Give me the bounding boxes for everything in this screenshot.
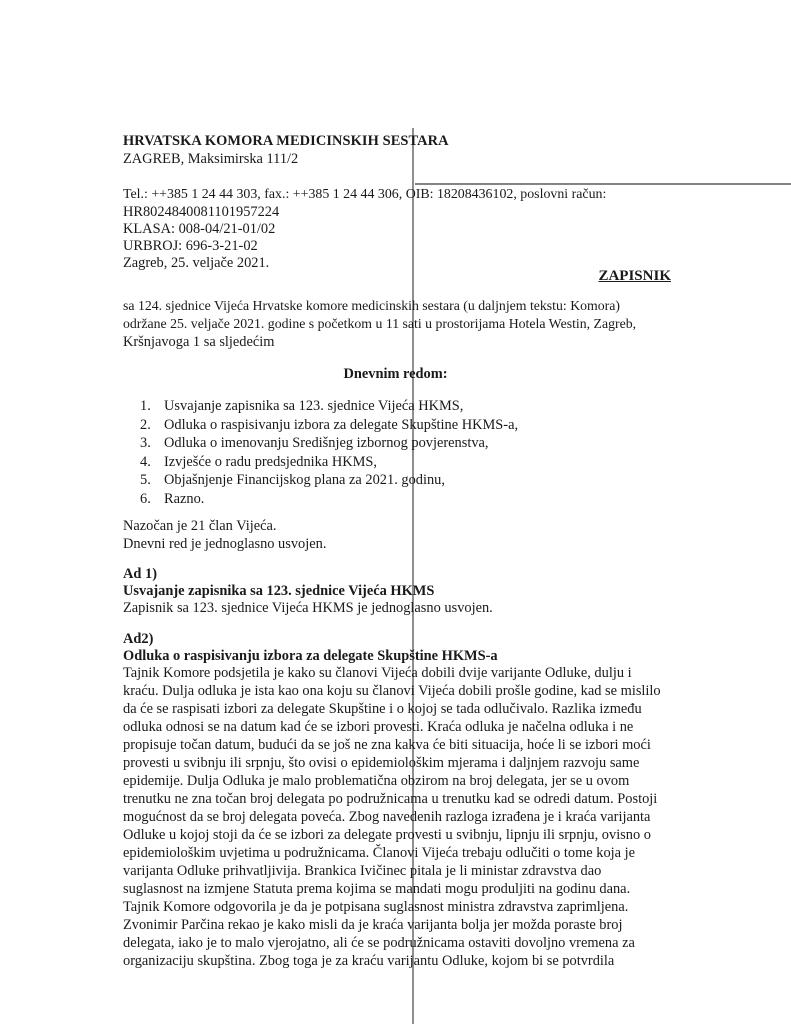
organization-address: ZAGREB, Maksimirska 111/2 [123, 151, 299, 167]
ad2-text-line: kraću. Dulja odluka je ista kao ona koju su članovi Vijeća dobili prošle godine, kad se mislilo [123, 683, 661, 699]
agenda-item-text: Usvajanje zapisnika sa 123. sjednice Vijeća HKMS, [164, 398, 464, 414]
document-date: Zagreb, 25. veljače 2021. [123, 255, 270, 271]
ad2-text-line: Tajnik Komore podsjetila je kako su članovi Vijeća dobili dvije varijante Odluke, dulju i [123, 665, 632, 681]
agenda-item-number: 1. [140, 398, 151, 414]
ad2-text-line: Tajnik Komore odgovorila je da je potpisana suglasnost ministra zdravstva zaprimljena. [123, 899, 629, 915]
bank-account: HR8024840081101957224 [123, 204, 280, 220]
agenda-adopted-line: Dnevni red je jednoglasno usvojen. [123, 536, 327, 552]
ad2-text-line: da će se raspisati izbori za delegate Skupštine i o kojoj se tada odlučivalo. Razlika između [123, 701, 642, 717]
agenda-item-text: Objašnjenje Financijskog plana za 2021. godinu, [164, 472, 445, 489]
agenda-item-number: 4. [140, 453, 151, 470]
agenda-item [140, 416, 518, 435]
intro-line-1: sa 124. sjednice Vijeća Hrvatske komore medicinskih sestara (u daljnjem tekstu: Komora) [123, 298, 620, 313]
ad2-label: Ad2) [123, 631, 154, 647]
ad2-text-line: odluka odnosi se na datum kad će se izbori provesti. Kraća odluka je načelna odluka i ne [123, 719, 634, 735]
organization-name: HRVATSKA KOMORA MEDICINSKIH SESTARA [123, 133, 449, 149]
ad2-heading: Odluka o raspisivanju izbora za delegate Skupštine HKMS-a [123, 648, 498, 664]
ad2-text-line: epidemije. Dulja Odluka je malo problematična obzirom na broj delegata, jer se u ovom [123, 773, 630, 789]
ad2-text-line: organizaciju skupština. Zbog toga je za kraću varijantu Odluke, kojom bi se potvrdila [123, 953, 615, 969]
scan-artifact-horizontal-line [415, 183, 791, 185]
agenda-item-text: Odluka o raspisivanju izbora za delegate Skupštine HKMS-a, [164, 416, 519, 433]
agenda-item [140, 434, 518, 453]
ad2-text-line: provesti u svibnju ili srpnju, što ovisi o epidemiološkim mjerama i daljnjem razvoju same [123, 755, 640, 771]
ad2-text-line: Zvonimir Parčina rekao je kako misli da je kraća varijanta bolja jer možda poraste broj [123, 917, 623, 933]
intro-line-2: održane 25. veljače 2021. godine s početkom u 11 sati u prostorijama Hotela Westin, Zagreb, [123, 316, 637, 331]
ad2-text-line: varijanta Odluke prihvatljivija. Brankica Ivičinec pitala je li ministar zdravstva dao [123, 863, 602, 879]
agenda-item-text: Odluka o imenovanju Središnjeg izbornog povjerenstva, [164, 435, 489, 452]
ad1-heading: Usvajanje zapisnika sa 123. sjednice Vijeća HKMS [123, 583, 435, 599]
ad2-text-line: delegata, iako je to malo vjerojatno, ali će se podružnicama ostaviti dovoljno vremena za [123, 935, 635, 951]
ad2-text-line: suglasnost na izmjene Statuta prema kojima se mandati mogu produljiti na godinu dana. [123, 881, 631, 897]
agenda-item [140, 471, 518, 490]
ad1-text: Zapisnik sa 123. sjednice Vijeća HKMS je jednoglasno usvojen. [123, 600, 493, 616]
agenda-item-number: 5. [140, 472, 151, 489]
attendance-line: Nazočan je 21 član Vijeća. [123, 518, 277, 534]
contact-line: Tel.: ++385 1 24 44 303, fax.: ++385 1 24 44 306, OIB: 18208436102, poslovni račun: [123, 187, 607, 202]
agenda-heading: Dnevnim redom: [343, 366, 448, 382]
agenda-item-text: Razno. [164, 490, 205, 507]
urbroj-reference: URBROJ: 696-3-21-02 [123, 238, 258, 254]
ad2-text-line: epidemiološkim uvjetima u podružnicama. Članovi Vijeća trebaju odlučiti o tome koja je [123, 845, 636, 861]
ad2-text-line: Odluke u kojoj stoji da će se izbori za delegate provesti u svibnju, lipnju ili srpnju, ovisno o [123, 827, 651, 843]
agenda-item-number: 6. [140, 490, 151, 507]
document-title: ZAPISNIK [598, 268, 671, 284]
agenda-item-number: 2. [140, 416, 151, 433]
agenda-item-number: 3. [140, 435, 151, 452]
agenda-item [140, 397, 518, 416]
agenda-item [140, 453, 518, 472]
intro-line-3: Kršnjavoga 1 sa sljedećim [123, 334, 275, 350]
ad2-text-line: trenutku ne zna točan broj delegata po podružnicama u trenutku kad se odredi datum. Postoji [123, 791, 658, 807]
agenda-item-text: Izvješće o radu predsjednika HKMS, [164, 453, 377, 470]
ad2-text-line: mogućnost da se broj delegata poveća. Zbog navedenih razloga izrađena je i kraća varijanta [123, 809, 651, 825]
agenda-list [140, 397, 518, 509]
ad1-label: Ad 1) [123, 566, 157, 582]
agenda-item [140, 490, 518, 509]
ad2-text-line: propisuje točan datum, budući da se još ne zna kakva će biti situacija, hoće li se izbori moći [123, 737, 651, 753]
klasa-reference: KLASA: 008-04/21-01/02 [123, 221, 276, 237]
